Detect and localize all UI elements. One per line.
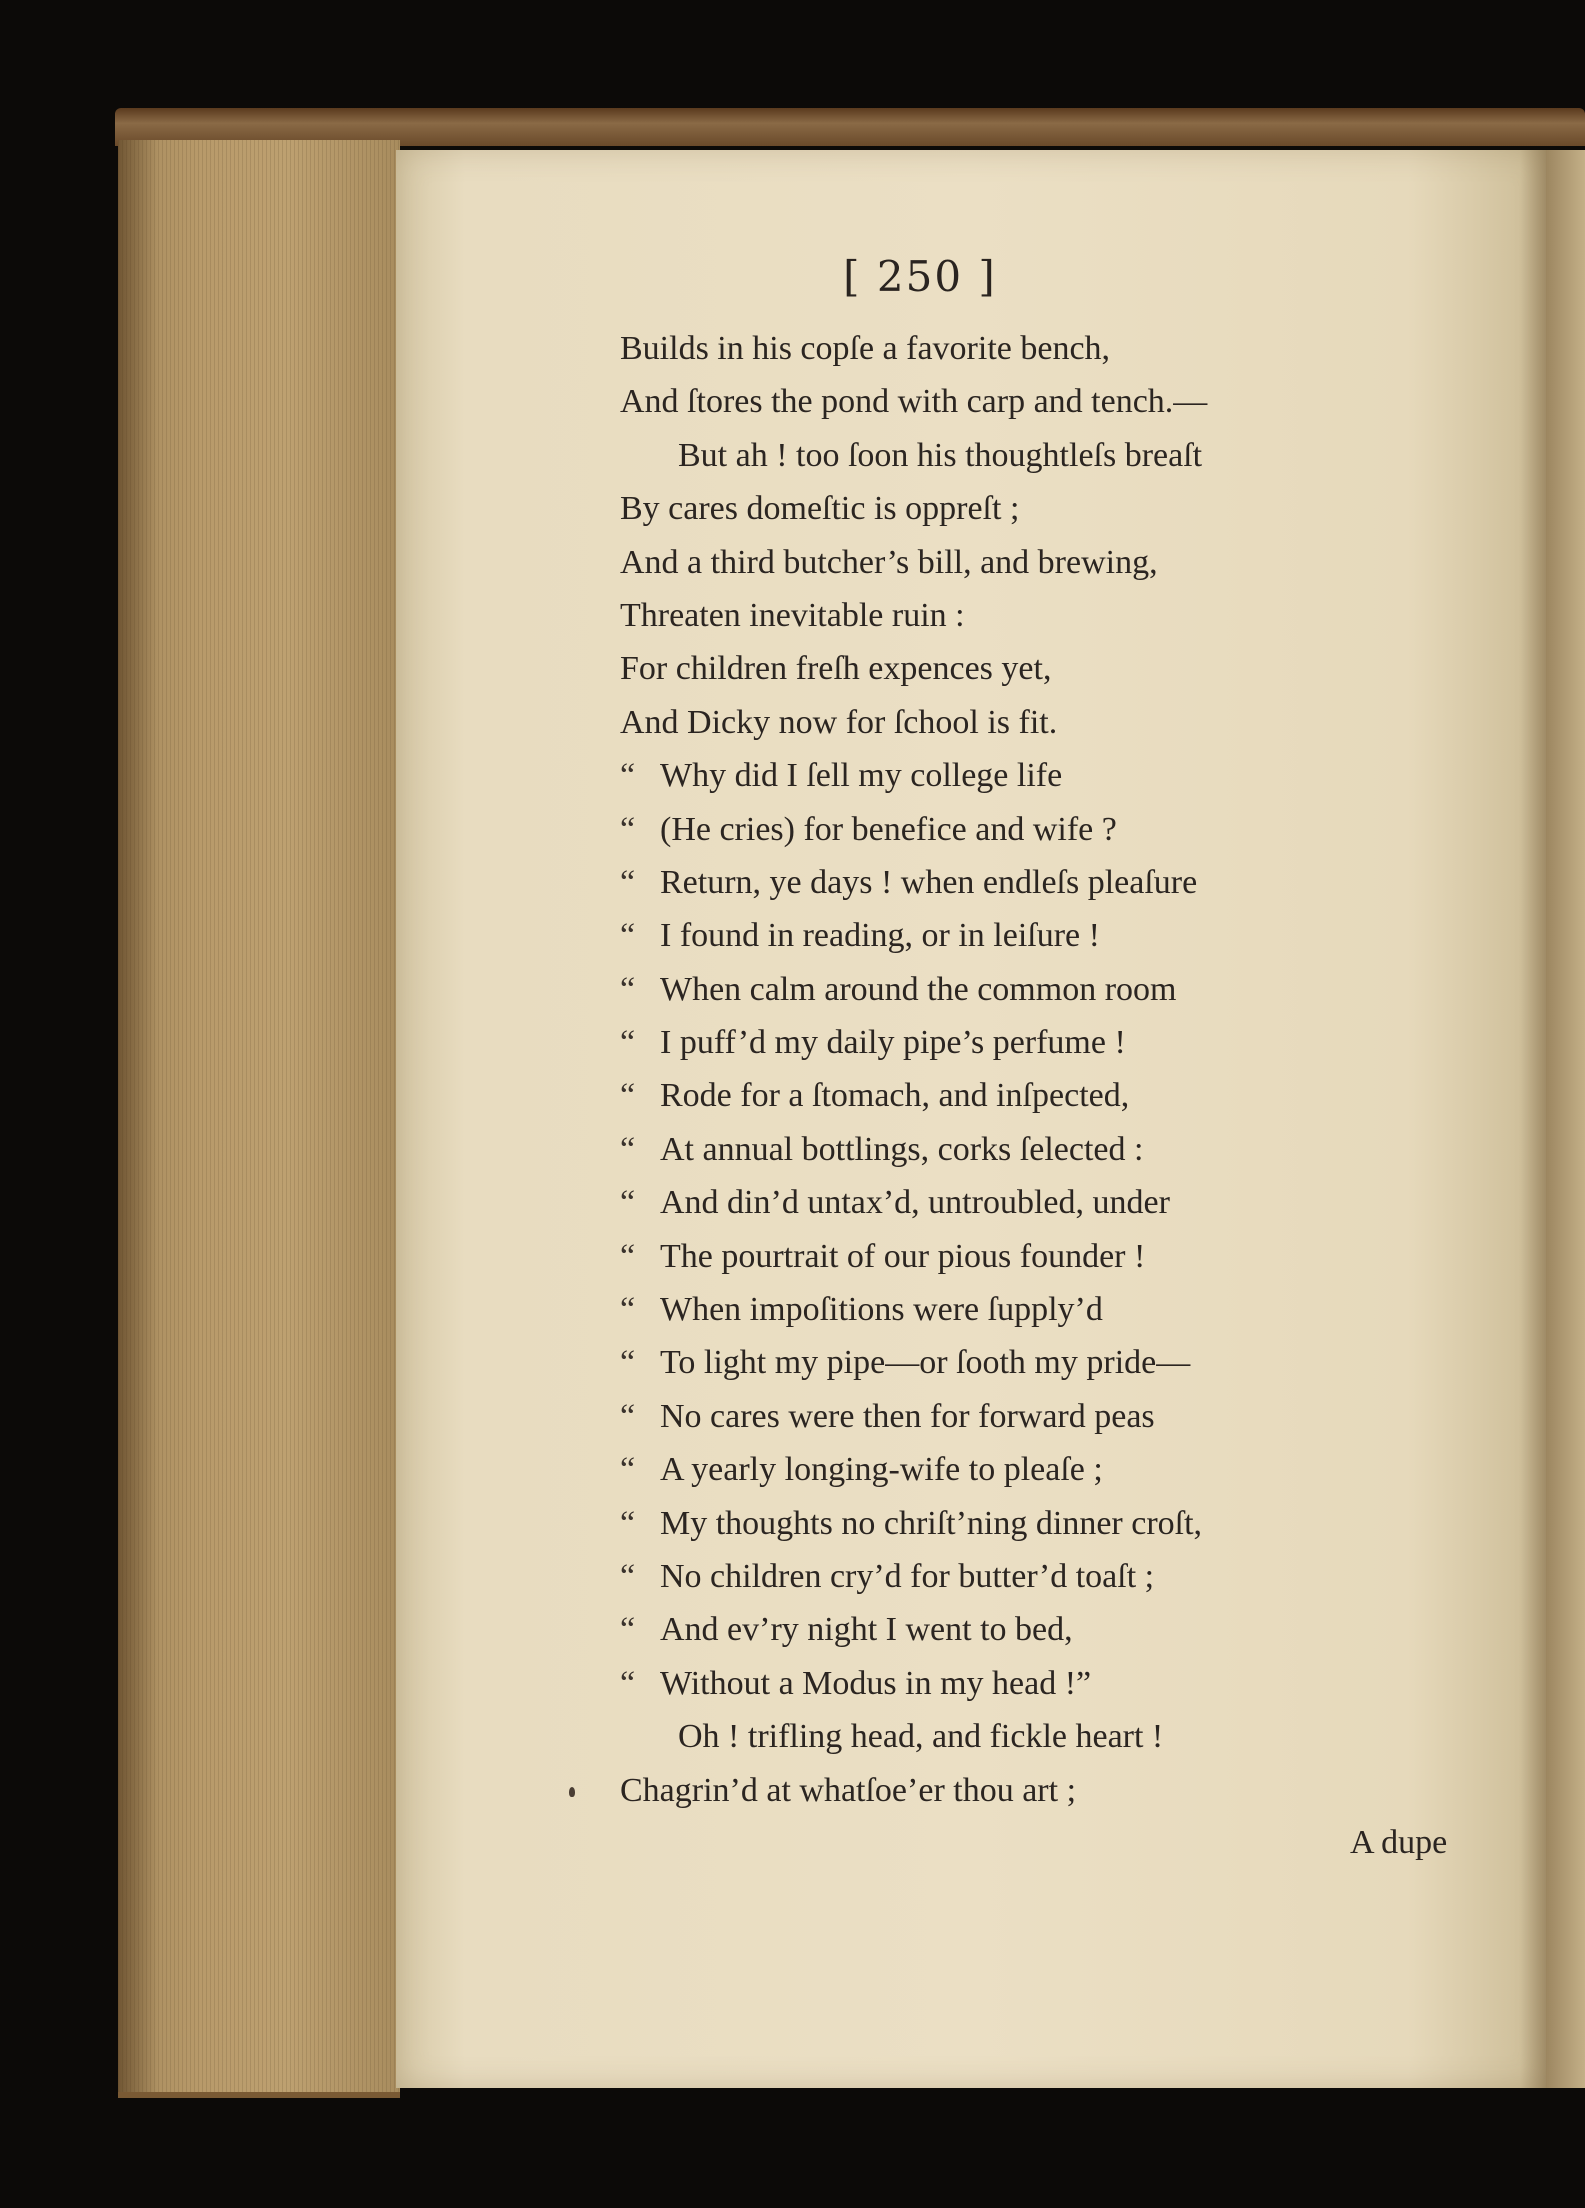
poem-line <box>620 1336 1380 1389</box>
poem-line <box>620 322 1380 375</box>
poem-line <box>620 749 1380 802</box>
poem-line-text: Rode for a ſtomach, and inſpected, <box>660 1077 1130 1115</box>
opening-quote-mark: “ <box>620 1077 636 1115</box>
poem-line <box>620 1497 1380 1550</box>
poem-line <box>620 482 1380 535</box>
opening-quote-mark: “ <box>620 1291 636 1329</box>
poem-line <box>620 1123 1380 1176</box>
poem-line-text: (He cries) for benefice and wife ? <box>660 810 1117 848</box>
poem-line-text: And ev’ry night I went to bed, <box>660 1611 1073 1649</box>
poem-line <box>620 1176 1380 1229</box>
opening-quote-mark: “ <box>620 1611 636 1649</box>
opening-quote-mark: “ <box>620 970 636 1008</box>
poem-line-text: Threaten inevitable ruin : <box>620 596 965 634</box>
poem-line-text: A yearly longing-wife to pleaſe ; <box>660 1451 1103 1489</box>
catchword: A dupe <box>1350 1824 1448 1861</box>
poem-line <box>620 803 1380 856</box>
poem-line-text: For children freſh expences yet, <box>620 650 1052 688</box>
poem-line <box>620 429 1380 482</box>
poem-line-text: No cares were then for forward peas <box>660 1397 1155 1435</box>
poem-line-text: I puff’d my daily pipe’s perfume ! <box>660 1024 1126 1062</box>
poem-line <box>620 375 1380 428</box>
poem-line-text: And a third butcher’s bill, and brewing, <box>620 543 1158 581</box>
poem-line-text: Without a Modus in my head !” <box>660 1664 1092 1702</box>
opening-quote-mark: “ <box>620 1397 636 1435</box>
opening-quote-mark: “ <box>620 1024 636 1062</box>
opening-quote-mark: “ <box>620 863 636 901</box>
opening-quote-mark: “ <box>620 1184 636 1222</box>
opening-quote-mark: “ <box>620 810 636 848</box>
poem-line-text: When calm around the common room <box>660 970 1177 1008</box>
poem-line-text: At annual bottlings, corks ſelected : <box>660 1130 1144 1168</box>
poem-line <box>620 1603 1380 1656</box>
poem-line-text: And Dicky now for ſchool is fit. <box>620 703 1058 741</box>
poem-line <box>620 1390 1380 1443</box>
opening-quote-mark: “ <box>620 1504 636 1542</box>
page-edge-shadow <box>118 140 158 2092</box>
poem-line <box>620 536 1380 589</box>
poem-line <box>620 963 1380 1016</box>
opening-quote-mark: “ <box>620 757 636 795</box>
poem-line-text: To light my pipe—or ſooth my pride— <box>660 1344 1191 1382</box>
poem-line <box>620 1230 1380 1283</box>
poem-line-text: And din’d untax’d, untroubled, under <box>660 1184 1170 1222</box>
opening-quote-mark: “ <box>620 1557 636 1595</box>
poem-line <box>620 856 1380 909</box>
poem-line-text: And ſtores the pond with carp and tench.— <box>620 383 1208 421</box>
poem-line <box>620 696 1380 749</box>
poem-line <box>620 1283 1380 1336</box>
poem-line <box>620 1657 1380 1710</box>
facing-page-edge <box>1546 150 1585 2088</box>
opening-quote-mark: “ <box>620 1451 636 1489</box>
poem-line <box>620 1550 1380 1603</box>
poem-line-text: My thoughts no chriſt’ning dinner croſt, <box>660 1504 1203 1542</box>
poem-line-text: By cares domeſtic is oppreſt ; <box>620 490 1020 528</box>
poem-line <box>620 1443 1380 1496</box>
poem-line <box>620 1710 1380 1763</box>
poem-line <box>620 1764 1380 1817</box>
page-block-edge <box>118 140 400 2098</box>
poem-line <box>620 1069 1380 1122</box>
opening-quote-mark: “ <box>620 1130 636 1168</box>
poem-line <box>620 642 1380 695</box>
poem-line-text: Return, ye days ! when endleſs pleaſure <box>660 863 1198 901</box>
poem-line-text: Why did I ſell my college life <box>660 757 1063 795</box>
poem-line-text: When impoſitions were ſupply’d <box>660 1291 1103 1329</box>
poem-line-text: The pourtrait of our pious founder ! <box>660 1237 1146 1275</box>
poem-line-text: Builds in his copſe a favorite bench, <box>620 330 1111 367</box>
poem-line <box>620 1016 1380 1069</box>
poem-line <box>620 909 1380 962</box>
poem-line-text: Chagrin’d at whatſoe’er thou art ; <box>620 1771 1077 1809</box>
poem-line-text: No children cry’d for butter’d toaſt ; <box>660 1557 1155 1595</box>
poem-line-text: But ah ! too ſoon his thoughtleſs breaſt <box>678 436 1203 474</box>
opening-quote-mark: “ <box>620 1237 636 1275</box>
poem-text <box>620 322 1380 1817</box>
poem-line-text: Oh ! trifling head, and fickle heart ! <box>678 1718 1164 1756</box>
poem-line <box>620 589 1380 642</box>
opening-quote-mark: “ <box>620 917 636 955</box>
page-number: [ 250 ] <box>843 252 997 301</box>
opening-quote-mark: “ <box>620 1344 636 1382</box>
opening-quote-mark: “ <box>620 1664 636 1702</box>
ink-mark <box>569 1787 575 1797</box>
poem-line-text: I found in reading, or in leiſure ! <box>660 917 1100 955</box>
